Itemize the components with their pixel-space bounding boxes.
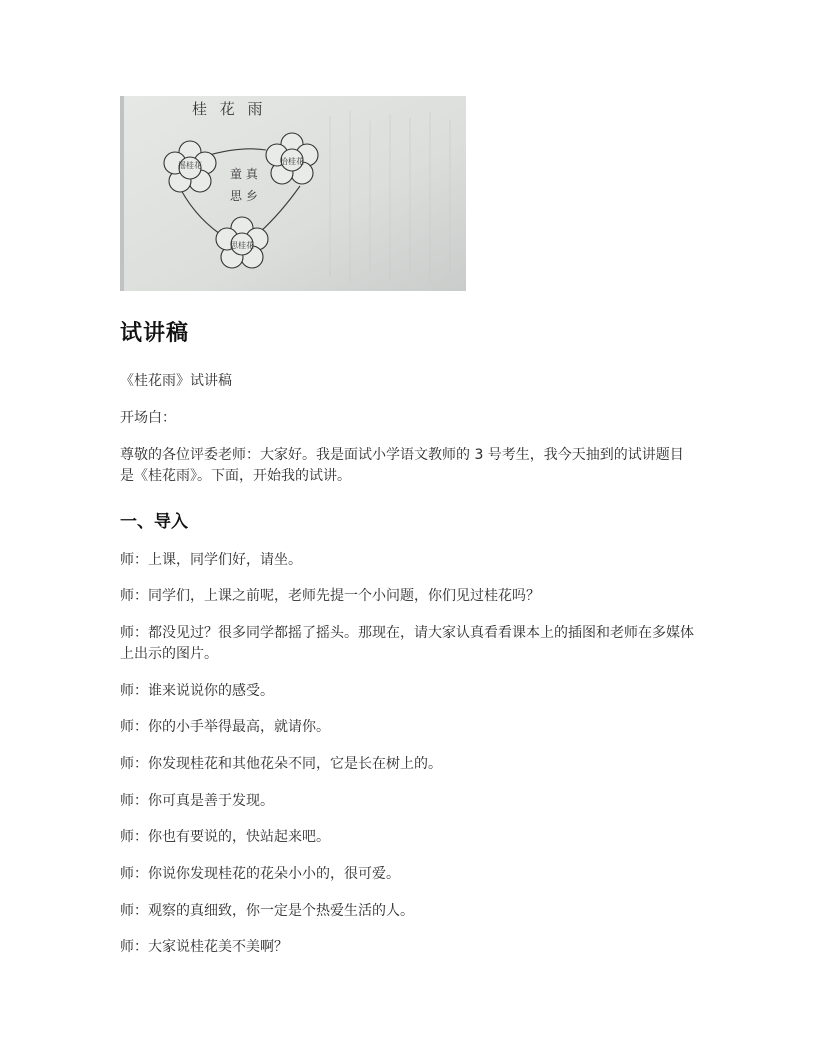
opening-paragraph: 尊敬的各位评委老师：大家好。我是面试小学语文教师的 3 号考生，我今天抽到的试讲题目是《桂花雨》。下面，开始我的试讲。 [120, 447, 684, 484]
center-text-line1: 童 真 [230, 167, 258, 181]
dialogue-line: 师：你发现桂花和其他花朵不同，它是长在树上的。 [120, 756, 442, 772]
document-subtitle: 《桂花雨》试讲稿 [120, 373, 232, 389]
flower-left-label: 摇桂花 [178, 161, 202, 170]
opening-label: 开场白： [120, 410, 176, 426]
dialogue-line: 师：你的小手举得最高，就请你。 [120, 719, 330, 735]
dialogue-line: 师：你可真是善于发现。 [120, 793, 274, 809]
center-text-line2: 思 乡 [230, 189, 258, 203]
blackboard-sketch-photo [120, 96, 466, 291]
flower-bottom-label: 思桂花 [230, 241, 254, 250]
dialogue-line: 师：观察的真细致，你一定是个热爱生活的人。 [120, 903, 414, 919]
dialogue-line: 师：你说你发现桂花的花朵小小的，很可爱。 [120, 866, 400, 882]
document-title: 试讲稿 [120, 321, 190, 346]
sketch-title: 桂 花 雨 [192, 100, 267, 118]
dialogue-line: 师：上课，同学们好，请坐。 [120, 552, 302, 568]
dialogue-line: 师：大家说桂花美不美啊？ [120, 939, 288, 955]
flower-right-label: 拾桂花 [280, 157, 304, 166]
dialogue-line: 师：你也有要说的，快站起来吧。 [120, 829, 330, 845]
dialogue-line: 师：都没见过？很多同学都摇了摇头。那现在，请大家认真看看课本上的插图和老师在多媒体上出示的图片。 [120, 625, 694, 662]
dialogue-line: 师：谁来说说你的感受。 [120, 683, 274, 699]
section-heading-intro: 一、导入 [120, 512, 188, 532]
dialogue-line: 师：同学们，上课之前呢，老师先提一个小问题，你们见过桂花吗？ [120, 588, 540, 604]
